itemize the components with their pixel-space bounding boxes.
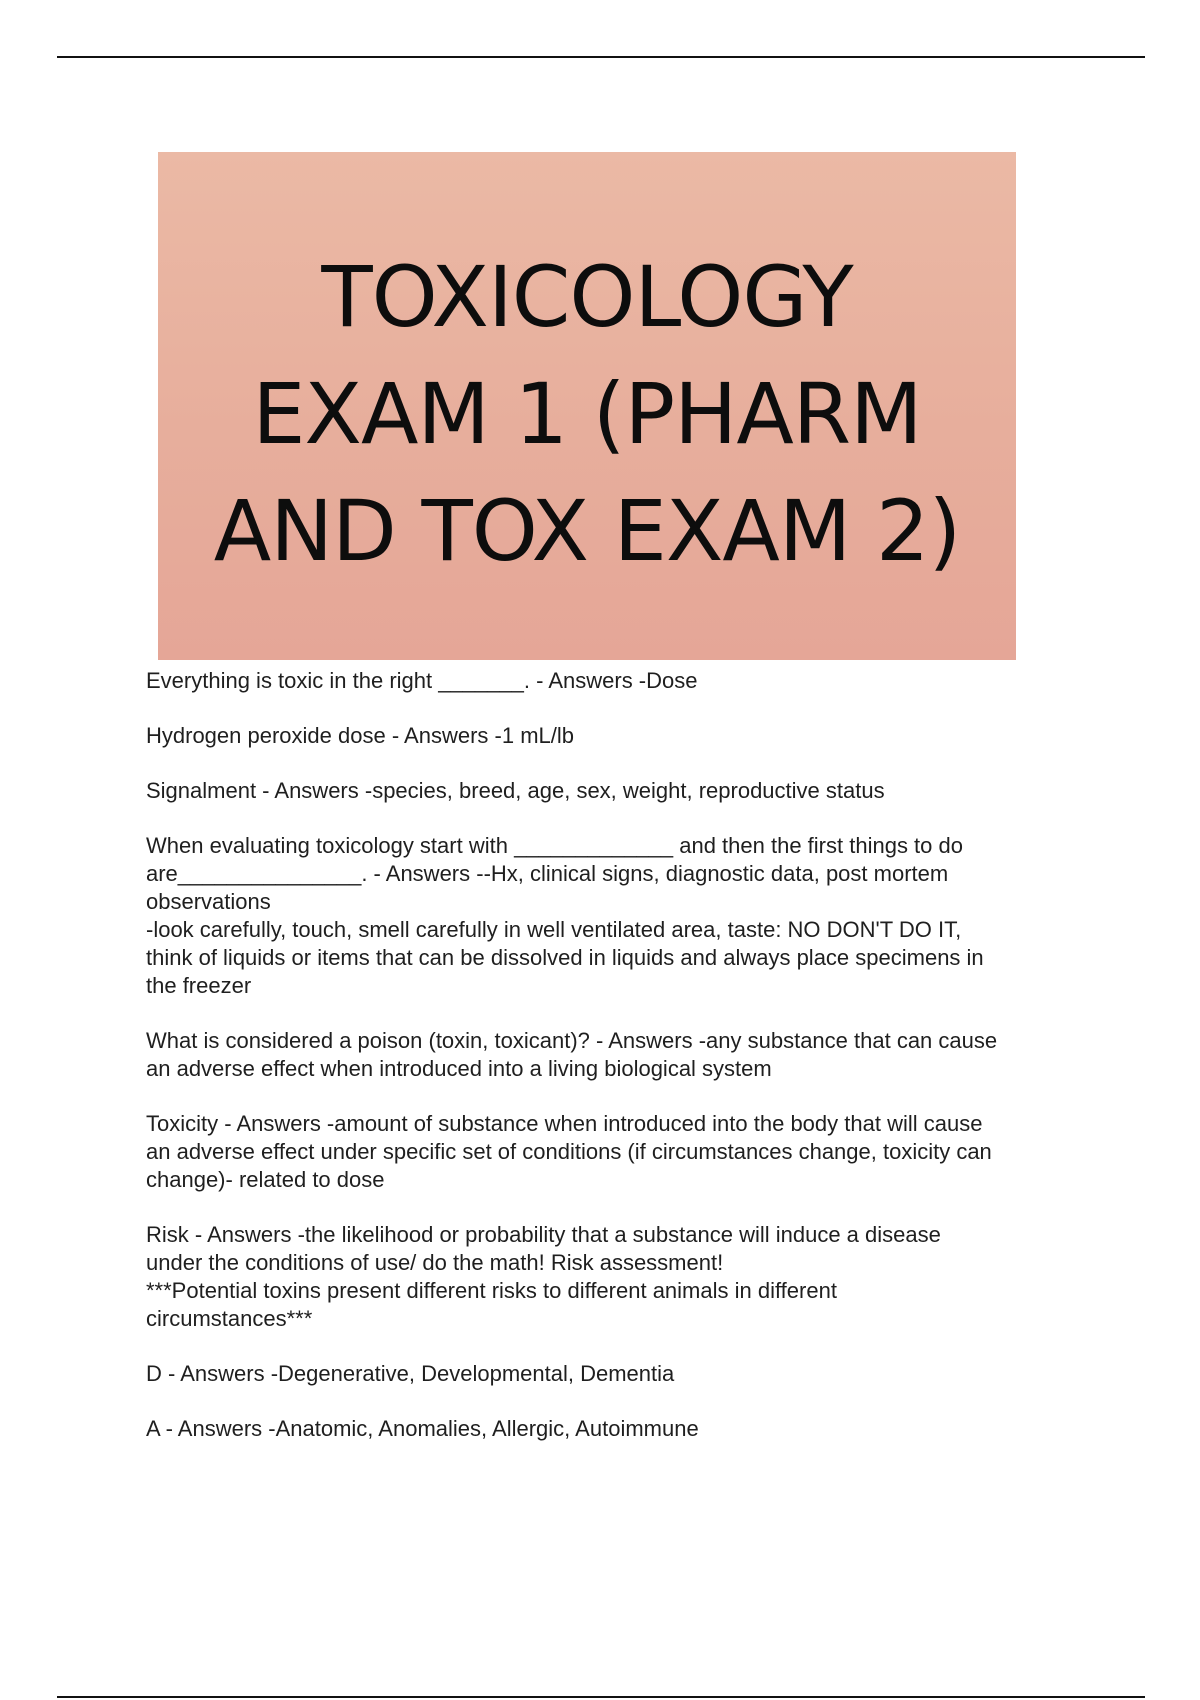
entry-line: an adverse effect under specific set of conditions (if circumstances change, toxicity can <box>146 1139 992 1164</box>
entry-line: A - Answers -Anatomic, Anomalies, Allergic, Autoimmune <box>146 1416 699 1441</box>
qa-entry <box>146 1360 1091 1388</box>
entry-line: Signalment - Answers -species, breed, age, sex, weight, reproductive status <box>146 778 885 803</box>
entry-line: ***Potential toxins present different risks to different animals in different <box>146 1278 837 1303</box>
entry-line: Hydrogen peroxide dose - Answers -1 mL/lb <box>146 723 574 748</box>
footer-rule <box>57 1696 1145 1698</box>
header-rule <box>57 56 1145 58</box>
entry-line: think of liquids or items that can be dissolved in liquids and always place specimens in <box>146 945 984 970</box>
entry-line: Toxicity - Answers -amount of substance when introduced into the body that will cause <box>146 1111 983 1136</box>
entry-line: Risk - Answers -the likelihood or probability that a substance will induce a disease <box>146 1222 941 1247</box>
cover-title-line: AND TOX EXAM 2) <box>213 481 961 580</box>
entry-line: the freezer <box>146 973 252 998</box>
qa-entry <box>146 667 1091 695</box>
cover-title-line: TOXICOLOGY <box>321 247 853 346</box>
entry-line: When evaluating toxicology start with _____________ and then the first things to do <box>146 833 963 858</box>
qa-entry <box>146 1415 1091 1443</box>
cover-image <box>158 152 1016 660</box>
cover-title <box>214 223 960 590</box>
entry-line: Everything is toxic in the right _______. - Answers -Dose <box>146 668 698 693</box>
document-body <box>146 667 1091 1470</box>
entry-line: What is considered a poison (toxin, toxicant)? - Answers -any substance that can cause <box>146 1028 998 1053</box>
entry-line: are_______________. - Answers --Hx, clinical signs, diagnostic data, post mortem <box>146 861 949 886</box>
qa-entry <box>146 832 1091 1000</box>
entry-line: circumstances*** <box>146 1306 313 1331</box>
qa-entry <box>146 1221 1091 1333</box>
qa-entry <box>146 1110 1091 1194</box>
entry-line: an adverse effect when introduced into a living biological system <box>146 1056 772 1081</box>
entry-line: D - Answers -Degenerative, Developmental, Dementia <box>146 1361 675 1386</box>
entry-line: under the conditions of use/ do the math! Risk assessment! <box>146 1250 724 1275</box>
qa-entry <box>146 777 1091 805</box>
entry-line: change)- related to dose <box>146 1167 385 1192</box>
qa-entry <box>146 722 1091 750</box>
entry-line: observations <box>146 889 271 914</box>
entry-line: -look carefully, touch, smell carefully in well ventilated area, taste: NO DON'T DO IT, <box>146 917 962 942</box>
cover-title-line: EXAM 1 (PHARM <box>252 364 922 463</box>
qa-entry <box>146 1027 1091 1083</box>
